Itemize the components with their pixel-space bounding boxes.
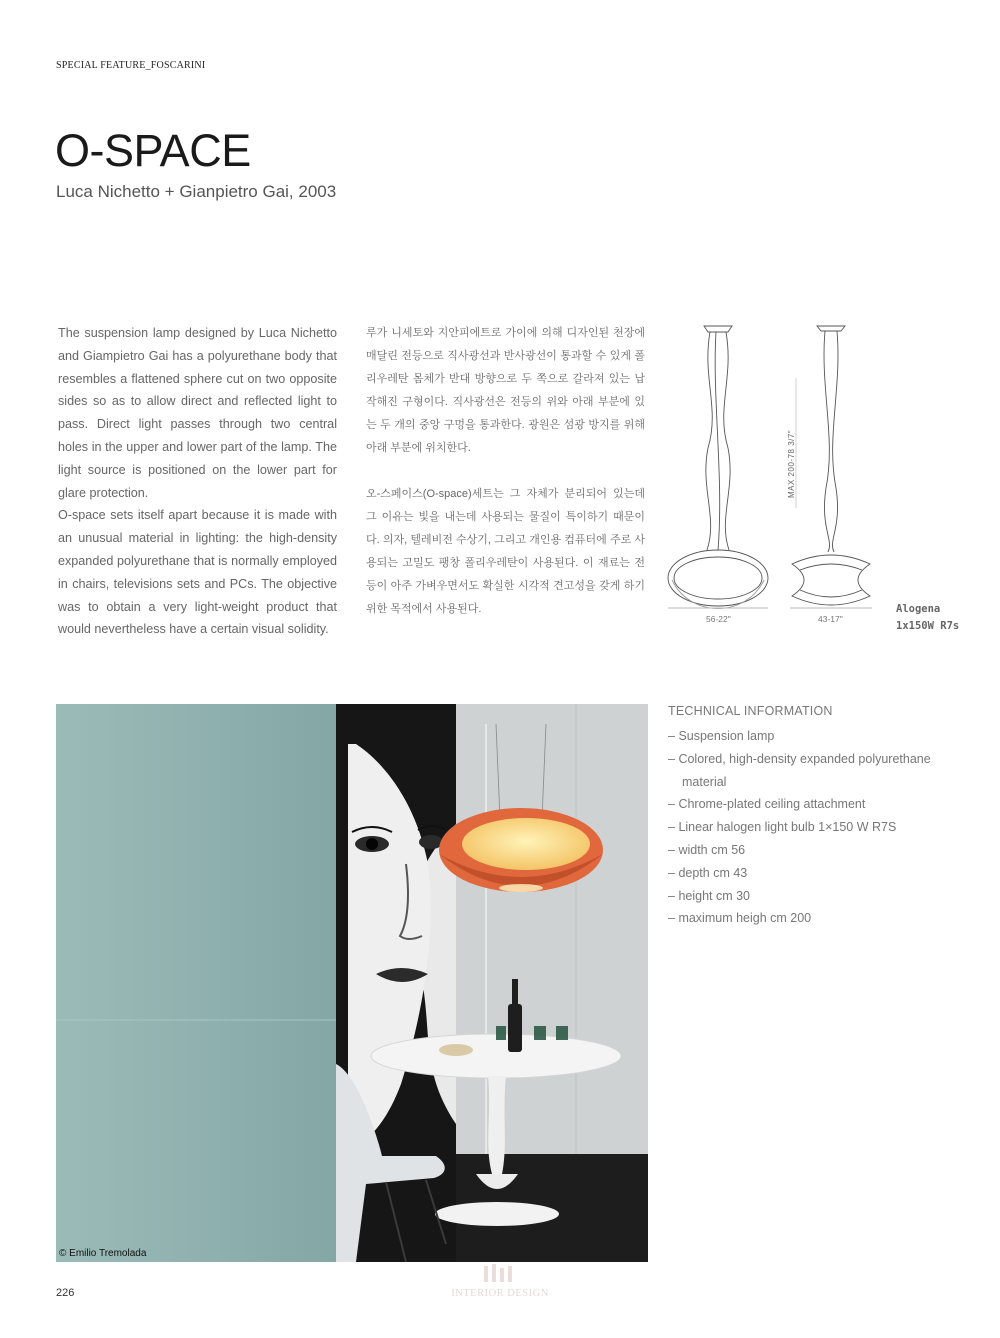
english-body — [58, 322, 337, 641]
tech-item: – height cm 30 — [668, 885, 968, 908]
tech-item: – depth cm 43 — [668, 862, 968, 885]
photo-credit: © Emilio Tremolada — [59, 1248, 147, 1259]
interior-photo — [56, 704, 648, 1262]
tech-heading: TECHNICAL INFORMATION — [668, 704, 833, 718]
watermark-logo — [440, 1262, 560, 1312]
tech-item: – width cm 56 — [668, 839, 968, 862]
designers-subtitle: Luca Nichetto + Gianpietro Gai, 2003 — [56, 182, 337, 201]
tech-item: – Linear halogen light bulb 1×150 W R7S — [668, 816, 968, 839]
technical-information — [668, 702, 968, 930]
tech-item: – maximum heigh cm 200 — [668, 907, 968, 930]
korean-body — [366, 322, 645, 621]
height-dimension-label: MAX 200-78 3/7" — [787, 429, 796, 498]
section-kicker: SPECIAL FEATURE_FOSCARINI — [56, 60, 206, 71]
page-title: O-SPACE — [55, 125, 251, 176]
korean-paragraph-1: 루가 니세토와 지안피에트로 가이에 의해 디자인된 천장에 매달린 전등으로 직사광선과 반사광선이 통과할 수 있게 폴리우레탄 몸체가 반대 방향으로 두 쪽으로 갈라져 있는 납작해진 구형이다. 직사광선은 전등의 위와 아래 부분에 있는 두 개의 중앙 구멍을 통과한다. 광원은 섬광 방지를 위해 아래 부분에 위치한다. — [366, 327, 645, 454]
english-paragraph-2: O-space sets itself apart because it is made with an unusual material in lighting: the high-density expanded polyurethane that is normally employed in chairs, televisions sets and PCs. The objective was to obtain a very light-weight product that would nevertheless have a certain visual solidity. — [58, 508, 337, 637]
korean-paragraph-2: 오-스페이스(O-space)세트는 그 자체가 분리되어 있는데 그 이유는 빛을 내는데 사용되는 물질이 특이하기 때문이다. 의자, 텔레비전 수상기, 그리고 개인용 컴퓨터에 주로 사용되는 고밀도 팽창 폴리우레탄이 사용된다. 이 재료는 전등이 아주 가벼우면서도 확실한 시각적 견고성을 갖게 하기 위한 목적에서 사용된다. — [366, 488, 645, 615]
watermark-text: INTERIOR DESIGN — [451, 1288, 549, 1299]
bulb-spec-label: 1x150W R7s — [896, 620, 960, 632]
bulb-type-label: Alogena — [896, 603, 941, 615]
english-paragraph-1: The suspension lamp designed by Luca Nichetto and Giampietro Gai has a polyurethane body that resembles a flattened sphere cut on two opposite sides so as to allow direct and reflected light to pass. Direct light passes through two central holes in the upper and lower part of the lamp. The light source is positioned on the lower part for glare protection. — [58, 326, 337, 500]
page-number: 226 — [56, 1287, 75, 1299]
tech-item: – Colored, high-density expanded polyurethane material — [668, 748, 968, 794]
tech-list — [668, 725, 968, 930]
side-width-label: 43-17" — [818, 614, 843, 624]
front-width-label: 56-22" — [706, 614, 731, 624]
tech-item: – Suspension lamp — [668, 725, 968, 748]
tech-item: – Chrome-plated ceiling attachment — [668, 793, 968, 816]
lamp-technical-drawing — [660, 318, 970, 638]
interior-photo-illustration — [56, 704, 648, 1262]
